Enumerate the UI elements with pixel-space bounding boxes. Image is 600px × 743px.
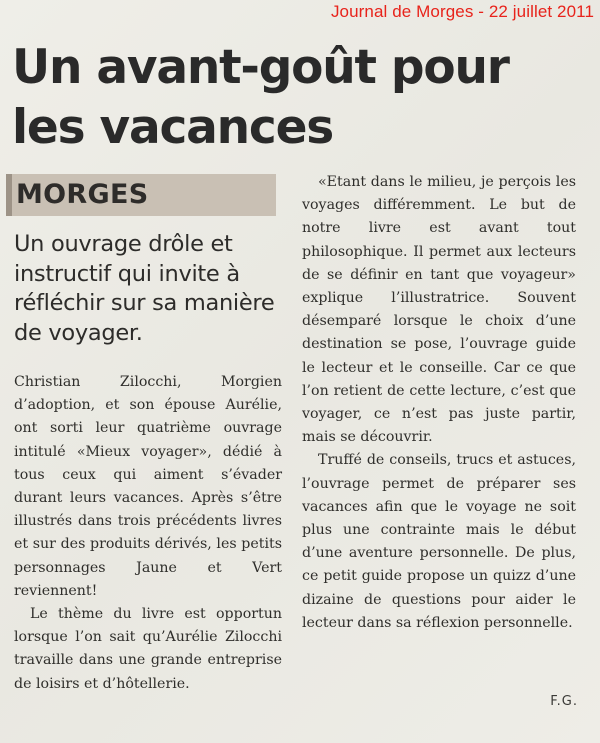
lead-paragraph: Un ouvrage drôle et instructif qui invite à réfléchir sur sa manière de voyager. xyxy=(14,231,275,346)
body-column-left xyxy=(14,371,282,696)
source-label: Journal de Morges - 22 juillet 2011 xyxy=(330,2,594,21)
body-paragraph: Le thème du livre est opportun lorsque l’on sait qu’Aurélie Zilocchi travaille dans une grande entreprise de loisirs et d’hôtellerie. xyxy=(14,606,282,692)
section-band-strip xyxy=(6,174,12,216)
body-paragraph: «Etant dans le milieu, je perçois les voyages différemment. Le but de notre livre est avant tout philosophique. Il permet aux lecteurs de se définir en tant que voyageur» explique l’illustratrice. Souvent désemparé lorsque le choix d’une destination se pose, l’ouvrage guide le lecteur et le conseille. Car ce que l’on retient de cette lecture, c’est que voyager, ce n’est pas juste partir, mais se découvrir. xyxy=(302,174,576,446)
body-paragraph: Truffé de conseils, trucs et astuces, l’ouvrage permet de préparer ses vacances afin que le voyage ne soit plus une contrainte mais le début d’une aventure personnelle. De plus, ce petit guide propose un quizz d’une dizaine de questions pour aider le lecteur dans sa réflexion personnelle. xyxy=(302,452,576,631)
body-column-right xyxy=(302,171,576,635)
section-label: MORGES xyxy=(16,179,149,210)
author-signature: F.G. xyxy=(550,694,578,709)
body-paragraph: Christian Zilocchi, Morgien d’adoption, et son épouse Aurélie, ont sorti leur quatrième ouvrage intitulé «Mieux voyager», dédié à tous ceux qui aiment s’évader durant leurs vacances. Après s’être illustrés dans trois précédents livres et sur des produits dérivés, les petits personnages Jaune et Vert reviennent! xyxy=(14,374,282,599)
headline: Un avant-goût pour les vacances xyxy=(12,40,509,155)
